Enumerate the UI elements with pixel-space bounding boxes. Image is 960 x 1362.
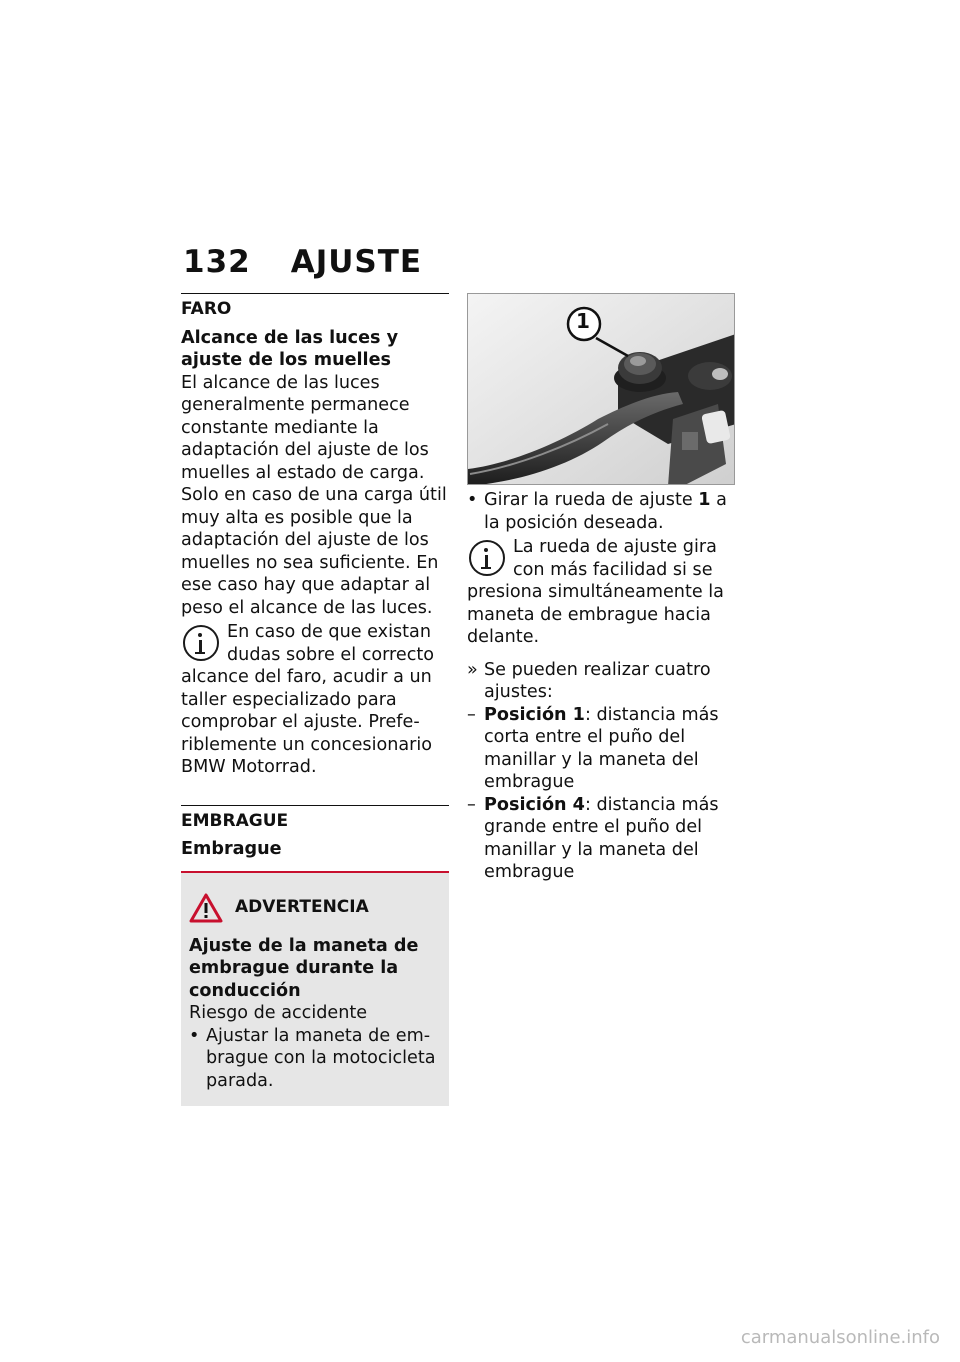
warning-triangle-icon [189,893,223,923]
option-label: Posición 1 [484,704,585,725]
section-title-faro: FARO [181,299,232,319]
step-item [467,489,735,534]
callout-number: 1 [576,309,590,333]
warning-risk: Riesgo de accidente [189,1003,368,1023]
option-item [467,794,735,884]
right-column [467,293,735,884]
left-column [181,293,449,1106]
warning-heading: Ajuste de la maneta de embrague durante la conducción [189,935,419,1001]
info-icon [469,540,505,576]
option-item [467,704,735,794]
paragraph: El alcance de las luces generalmente permanece constante mediante la adaptación del ajuste de los muelles al estado de carga. [181,372,429,483]
info-note-text: En caso de que existan dudas sobre el correcto alcance del faro, acudir a un taller especializado para comprobar el ajuste. Preferiblemente un concesionario BMW Motorrad. [181,622,435,777]
page-header [183,244,422,280]
page-number: 132 [183,244,251,280]
warning-box [181,871,449,1107]
paragraph: Solo en caso de una carga útil muy alta es posible que la adaptación del ajuste de los muelles no sea suficiente. En ese caso hay que adaptar al peso el alcance de las luces. [181,485,447,618]
clutch-lever-illustration [468,294,735,485]
step-text: Girar la rueda de ajuste [484,490,699,510]
section-title-embrague: EMBRAGUE [181,810,289,831]
option-label: Posición 4 [484,794,585,815]
watermark: carmanualsonline.info [740,1327,940,1348]
info-icon [183,625,219,661]
info-note [181,621,449,779]
warning-bullet: • Ajustar la maneta de embrague con la motocicleta parada. [189,1025,439,1093]
section-divider [181,293,449,294]
subtitle-alcance: Alcance de las luces y ajuste de los muelles [181,327,399,370]
option-text: : distancia más corta entre el puño del manillar y la maneta del embrague [484,704,719,792]
page-title: AJUSTE [290,244,423,280]
info-note [467,536,735,649]
result-item: » Se pueden realizar cuatro ajustes: [467,659,735,704]
info-note-text: La rueda de ajuste gira con más facilidad si se presiona simultáneamente la maneta de embrague hacia delante. [467,537,724,647]
clutch-lever-figure [467,293,735,485]
step-text-end: a la posición deseada. [484,490,727,533]
warning-header [189,893,439,923]
subtitle-embrague: Embrague [181,839,282,859]
option-text: : distancia más grande entre el puño del manillar y la maneta del embrague [484,794,719,882]
warning-label: ADVERTENCIA [235,897,369,918]
step-reference: 1 [698,490,711,510]
section-divider [181,805,449,806]
